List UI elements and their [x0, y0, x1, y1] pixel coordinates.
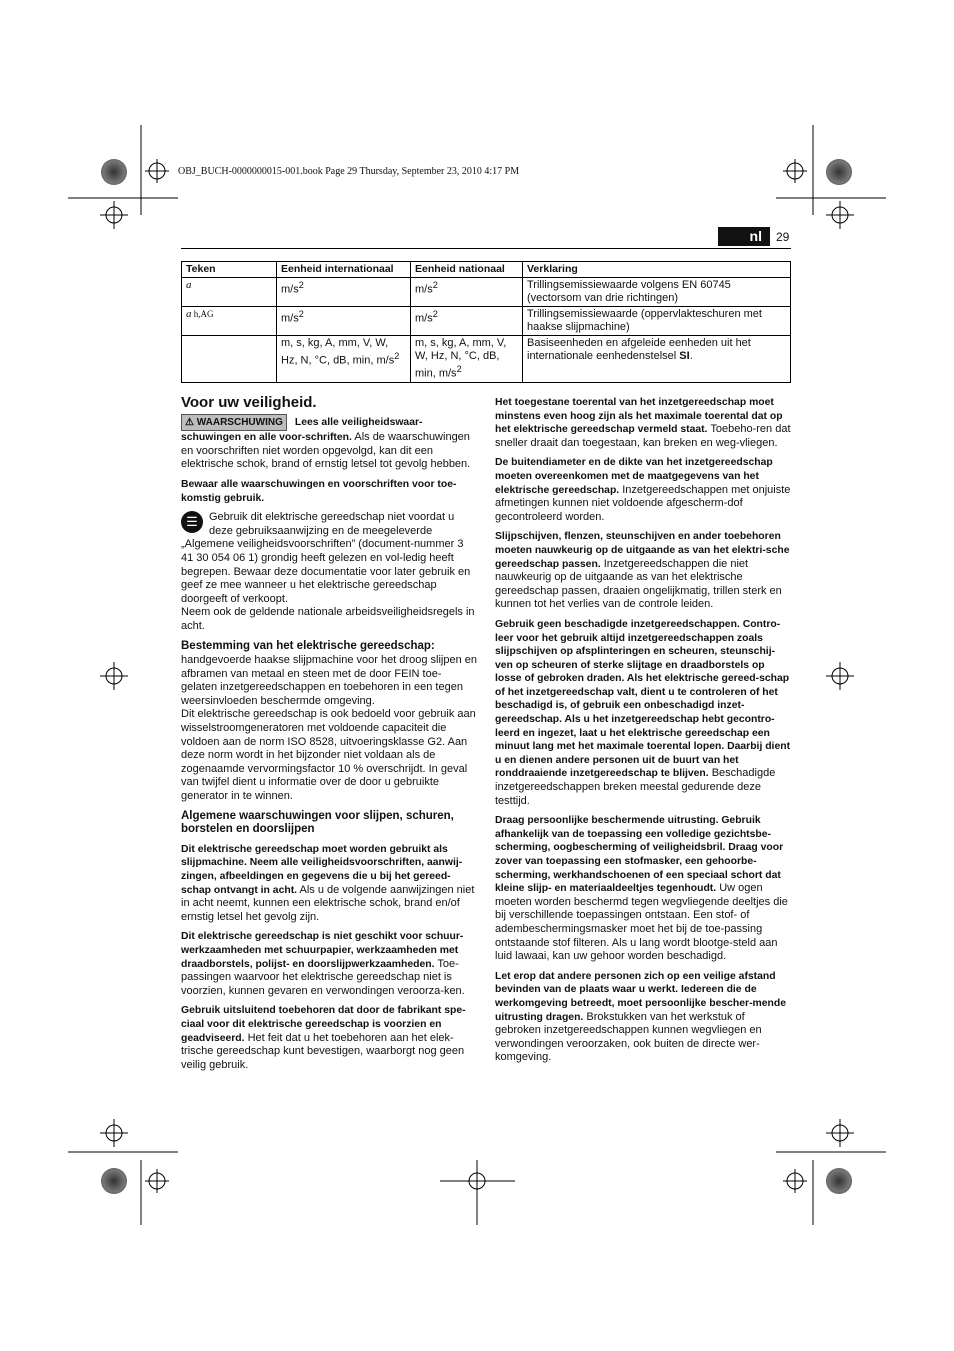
language-badge: nl	[718, 227, 770, 246]
color-rosette	[101, 1168, 127, 1194]
explanation: Trillingsemissiewaarde (oppervlakteschuren met haakse slijpmachine)	[523, 307, 791, 336]
table-header-row	[182, 262, 791, 278]
print-header: OBJ_BUCH-0000000015-001.book Page 29 Thursday, September 23, 2010 4:17 PM	[178, 166, 520, 177]
warning-badge: ⚠ WAARSCHUWING	[181, 414, 287, 432]
symbol: a	[186, 279, 192, 291]
unit-nat: m/s	[415, 312, 433, 325]
table-row: a $m/s^2$ $m/s^2$ Trillingsemissiewaarde volgens EN 60745 (vectorsom van drie richtingen)	[182, 278, 791, 307]
unit-nat: m, s, kg, A, mm, V, W, Hz, N, °C, dB, min, m/s	[415, 337, 507, 380]
table-row: m, s, kg, A, mm, V, W, Hz, N, °C, dB, min, $m/s^2$ m, s, kg, A, mm, V, W, Hz, N, °C, dB, min, $m/s^2$ Basiseenheden en afgeleide eenheden uit het internationale eenhedenstelsel SI.	[182, 336, 791, 383]
explanation: Trillingsemissiewaarde volgens EN 60745 (vectorsom van drie richtingen)	[523, 278, 791, 307]
unit-int: m/s	[281, 283, 299, 296]
unit-int: m, s, kg, A, mm, V, W, Hz, N, °C, dB, min, m/s	[281, 337, 395, 367]
color-rosette	[101, 159, 127, 185]
table-header: Teken	[182, 262, 277, 278]
subheading: Bestemming van het elektrische gereedschap:	[181, 639, 435, 652]
page-number: 29	[776, 230, 790, 244]
header-rule	[181, 248, 791, 249]
right-column: Het toegestane toerental van het inzetgereedschap moet minstens even hoog zijn als het maximale toerental dat op het elektrische gereedschap vermeld staat. Toebeho-ren dat sneller draait dan toegestaan, kan breken en weg-vliegen. De buitendiameter en de dikte van het inzetgereedschap moeten overeenkomen met de maatgegevens van het elektrische gereedschap. Inzetgereedschappen met onjuiste afmetingen kunnen niet voldoende afgescherm-dof gecontroleerd worden. Slijpschijven, flenzen, steunschijven en ander toebehoren moeten nauwkeurig op de uitgaande as van het elektri-sche gereedschap passen. Inzetgereedschappen die niet nauwkeurig op de uitgaande as van het elektrische gereedschap passen, draaien ongelijkmatig, trillen sterk en kunnen tot het verlies van de controle leiden. Gebruik geen beschadigde inzetgereedschappen. Contro-leer voor het gebruik altijd inzetgereedschappen zoals slijpschijven op afsplinteringen en scheuren, steunschij-ven op scheuren of sterke slijtage en draadborstels op losse of gebroken draden. Als het elektrische gereed-schap of het inzetgereedschap valt, dient u te controleren of het beschadigd is, of gebruik een onbeschadigd inzet-gereedschap. Als u het inzetgereedschap hebt gecontro-leerd en ingezet, laat u het elektrische gereedschap een minuut lang met het maximale toerental lopen. Daarbij dient u en dienen andere personen uit de buurt van het ronddraaiende inzetgereedschap te blijven. Beschadigde inzetgereedschappen breken meestal gedurende deze testtijd. Draag persoonlijke beschermende uitrusting. Gebruik afhankelijk van de toepassing een volledige gezichtsbe-scherming, oogbescherming of veiligheidsbril. Draag voor zover van toepassing een stofmasker, een gehoorbe-scherming, werkhandschoenen of een speciaal schort dat kleine slijp- en materiaaldeeltjes tegenhoudt. Uw ogen moeten worden beschermd tegen wegvliegende deeltjes die bij verschillende toepassingen ontstaan. Een stof- of adembeschermingsmasker moet het bij de toe-passing ontstaande stof filteren. Als u lang wordt blootge-steld aan luid lawaai, kan uw gehoor worden beschadigd. Let erop dat andere personen zich op een veilige afstand bevinden van de plaats waar u werkt. Iedereen die de werkomgeving betreedt, moet persoonlijke bescher-mende uitrusting dragen. Brokstukken van het werkstuk of gebroken inzetgereedschappen kunnen wegvliegen en verwondingen veroorzaken, ook buiten de directe wer-komgeving.	[495, 397, 791, 1064]
table-header: Eenheid nationaal	[411, 262, 523, 278]
table-header: Verklaring	[523, 262, 791, 278]
read-manual-icon: ☰	[181, 511, 203, 533]
subheading: Algemene waarschuwingen voor slijpen, schuren, borstelen en doorslijpen	[181, 809, 454, 836]
section-title: Voor uw veiligheid.	[181, 394, 317, 411]
table-row: a h,AG $m/s^2$ $m/s^2$ Trillingsemissiewaarde (oppervlakteschuren met haakse slijpmachine)	[182, 307, 791, 336]
table-header: Eenheid internationaal	[277, 262, 411, 278]
symbol: a	[186, 308, 192, 320]
color-rosette	[826, 1168, 852, 1194]
units-table	[181, 261, 791, 383]
explanation: Basiseenheden en afgeleide eenheden uit het internationale eenhedenstelsel SI.	[523, 336, 791, 383]
color-rosette	[826, 159, 852, 185]
left-column: Voor uw veiligheid. ⚠ WAARSCHUWING Lees alle veiligheidswaar-schuwingen en alle voor-schriften. Als de waarschuwingen en voorschriften niet worden opgevolgd, kan dit een elektrische schok, brand of ernstig letsel tot gevolg hebben. Bewaar alle waarschuwingen en voorschriften voor toe-komstig gebruik. ☰ Gebruik dit elektrische gereedschap niet voordat u deze gebruiksaanwijzing en de meegeleverde „Algemene veiligheidsvoorschriften” (document-nummer 3 41 30 054 06 1) grondig heeft gelezen en vol-ledig heeft begrepen. Bewaar deze documentatie voor later gebruik en geef ze mee wanneer u het elektrische gereedschap doorgeeft of verkoopt. Neem ook de geldende nationale arbeidsveiligheidsregels in acht. Bestemming van het elektrische gereedschap: handgevoerde haakse slijpmachine voor het droog slijpen en afbramen van metaal en steen met de door FEIN toe-gelaten inzetgereedschappen en toebehoren in een tegen weersinvloeden beschermde omgeving. Dit elektrische gereedschap is ook bedoeld voor gebruik aan wisselstroomgeneratoren met voldoende capaciteit die voldoen aan de norm ISO 8528, uitvoeringsklasse G2. Aan deze norm wordt in het bijzonder niet voldaan als de zogenaamde vervormingsfactor 10 % overschrijdt. In geval van twijfel dient u informatie over de door u gebruikte generator in te winnen. Algemene waarschuwingen voor slijpen, schuren, borstelen en doorslijpen Dit elektrische gereedschap moet worden gebruikt als slijpmachine. Neem alle veiligheidsvoorschriften, aanwij-zingen, afbeeldingen en gegevens die u bij het gereed-schap ontvangt in acht. Als u de volgende aanwijzingen niet in acht neemt, kunnen een elektrische schok, brand en/of ernstig letsel het gevolg zijn. Dit elektrische gereedschap is niet geschikt voor schuur-werkzaamheden met schuurpapier, werkzaamheden met draadborstels, polijst- en doorslijpwerkzaamheden. Toe-passingen waarvoor het elektrische gereedschap niet is voorzien, kunnen gevaren en verwondingen veroorza-ken. Gebruik uitsluitend toebehoren dat door de fabrikant spe-ciaal voor dit elektrische gereedschap is voorzien en geadviseerd. Het feit dat u het toebehoren aan het elek-trische gereedschap kunt bevestigen, waarborgt nog geen veilig gebruik.	[181, 394, 477, 1071]
unit-int: m/s	[281, 312, 299, 325]
unit-nat: m/s	[415, 283, 433, 296]
